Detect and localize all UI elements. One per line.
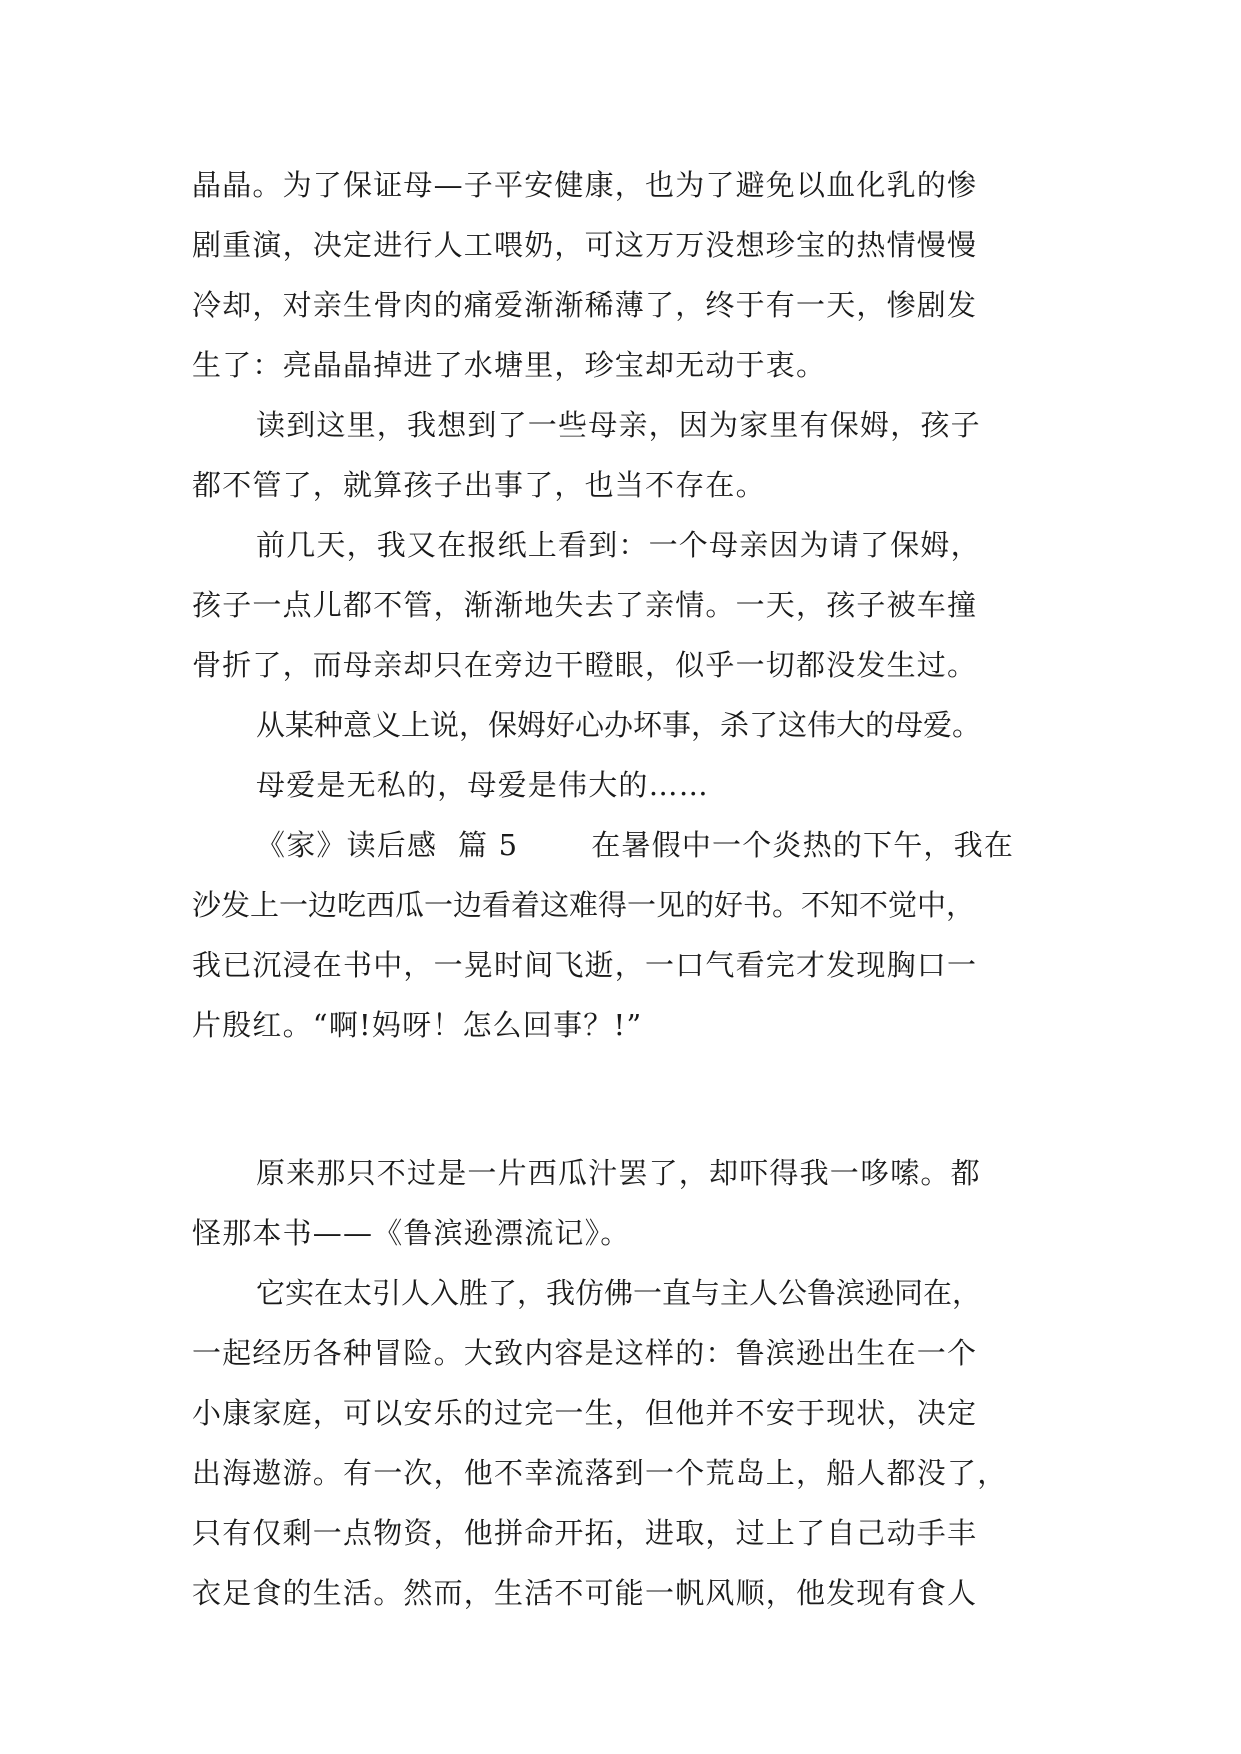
text-line: 骨折了，而母亲却只在旁边干瞪眼，似乎一切都没发生过。 <box>192 648 978 682</box>
text-line: 一起经历各种冒险。大致内容是这样的：鲁滨逊出生在一个 <box>192 1336 978 1370</box>
text-line: 母爱是无私的，母爱是伟大的…… <box>256 768 710 802</box>
paragraph-gap <box>192 1055 1062 1143</box>
text-line: 沙发上一边吃西瓜一边看着这难得一见的好书。不知不觉中， <box>192 888 976 922</box>
text-line: 剧重演，决定进行人工喂奶，可这万万没想珍宝的热情慢慢 <box>192 228 978 262</box>
text-line: 片殷红。“啊!妈呀！怎么回事？!” <box>192 1008 643 1042</box>
text-line: 我已沉浸在书中，一晃时间飞逝，一口气看完才发现胸口一 <box>192 948 978 982</box>
text-line: 原来那只不过是一片西瓜汁罢了，却吓得我一哆嗦。都 <box>256 1156 981 1190</box>
text-line: 冷却，对亲生骨肉的痛爱渐渐稀薄了，终于有一天，惨剧发 <box>192 288 978 322</box>
text-line: 都不管了，就算孩子出事了，也当不存在。 <box>192 468 766 502</box>
text-line: 出海遨游。有一次，他不幸流落到一个荒岛上，船人都没了， <box>192 1456 1008 1490</box>
text-line: 生了：亮晶晶掉进了水塘里，珍宝却无动于衷。 <box>192 348 827 382</box>
section-heading-line: 《家》读后感 篇 5 在暑假中一个炎热的下午，我在 <box>256 828 1015 862</box>
text-line: 只有仅剩一点物资，他拼命开拓，进取，过上了自己动手丰 <box>192 1516 978 1550</box>
document-body <box>192 155 1062 1623</box>
text-line: 怪那本书——《鲁滨逊漂流记》。 <box>192 1216 631 1250</box>
text-line: 前几天，我又在报纸上看到：一个母亲因为请了保姆， <box>256 528 981 562</box>
text-line: 从某种意义上说，保姆好心办坏事，杀了这伟大的母爱。 <box>256 708 982 742</box>
text-line: 孩子一点儿都不管，渐渐地失去了亲情。一天，孩子被车撞 <box>192 588 978 622</box>
text-line: 读到这里，我想到了一些母亲，因为家里有保姆，孩子 <box>256 408 981 442</box>
text-line: 晶晶。为了保证母—子平安健康，也为了避免以血化乳的惨 <box>192 168 978 202</box>
text-line: 小康家庭，可以安乐的过完一生，但他并不安于现状，决定 <box>192 1396 978 1430</box>
text-line: 衣足食的生活。然而，生活不可能一帆风顺，他发现有食人 <box>192 1576 978 1610</box>
text-line: 它实在太引人入胜了，我仿佛一直与主人公鲁滨逊同在， <box>256 1276 982 1310</box>
